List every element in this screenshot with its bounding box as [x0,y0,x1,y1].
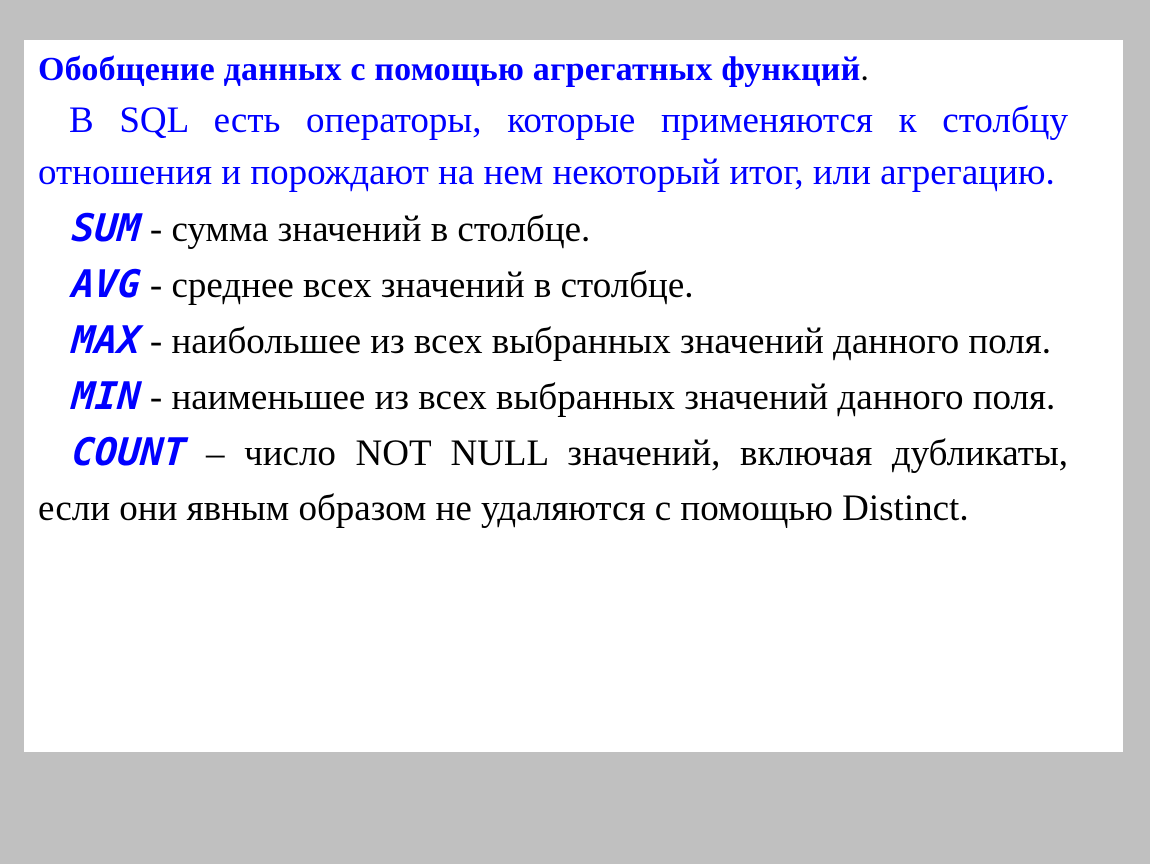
intro-paragraph: В SQL есть операторы, которые применяются к столбцу отношения и порождают на нем некоторый итог, или агрегацию. [38,100,1068,193]
slide-title [38,45,1068,95]
description-count: – число NOT NULL значений, включая дубликаты, если они явным образом не удаляются с помощью Distinct. [38,433,1068,529]
keyword-avg: AVG [70,262,143,306]
keyword-min: MIN [70,374,143,418]
aggregate-item-avg [38,257,1068,313]
description-avg: - среднее всех значений в столбце. [140,265,694,306]
slide-title-text: Обобщение данных с помощью агрегатных функций [38,51,861,88]
aggregate-item-min [38,369,1068,425]
keyword-sum: SUM [70,206,143,250]
keyword-max: MAX [70,318,143,362]
aggregate-item-max [38,313,1068,369]
aggregate-item-sum [38,201,1068,257]
slide-title-period: . [860,51,870,88]
description-min: - наименьшее из всех выбранных значений данного поля. [140,377,1056,418]
slide-card [24,40,1123,752]
slide-content [38,45,1068,536]
keyword-count: COUNT [70,430,188,474]
description-max: - наибольшее из всех выбранных значений данного поля. [140,321,1051,362]
description-sum: - сумма значений в столбце. [140,209,591,250]
aggregate-item-count [38,425,1068,536]
